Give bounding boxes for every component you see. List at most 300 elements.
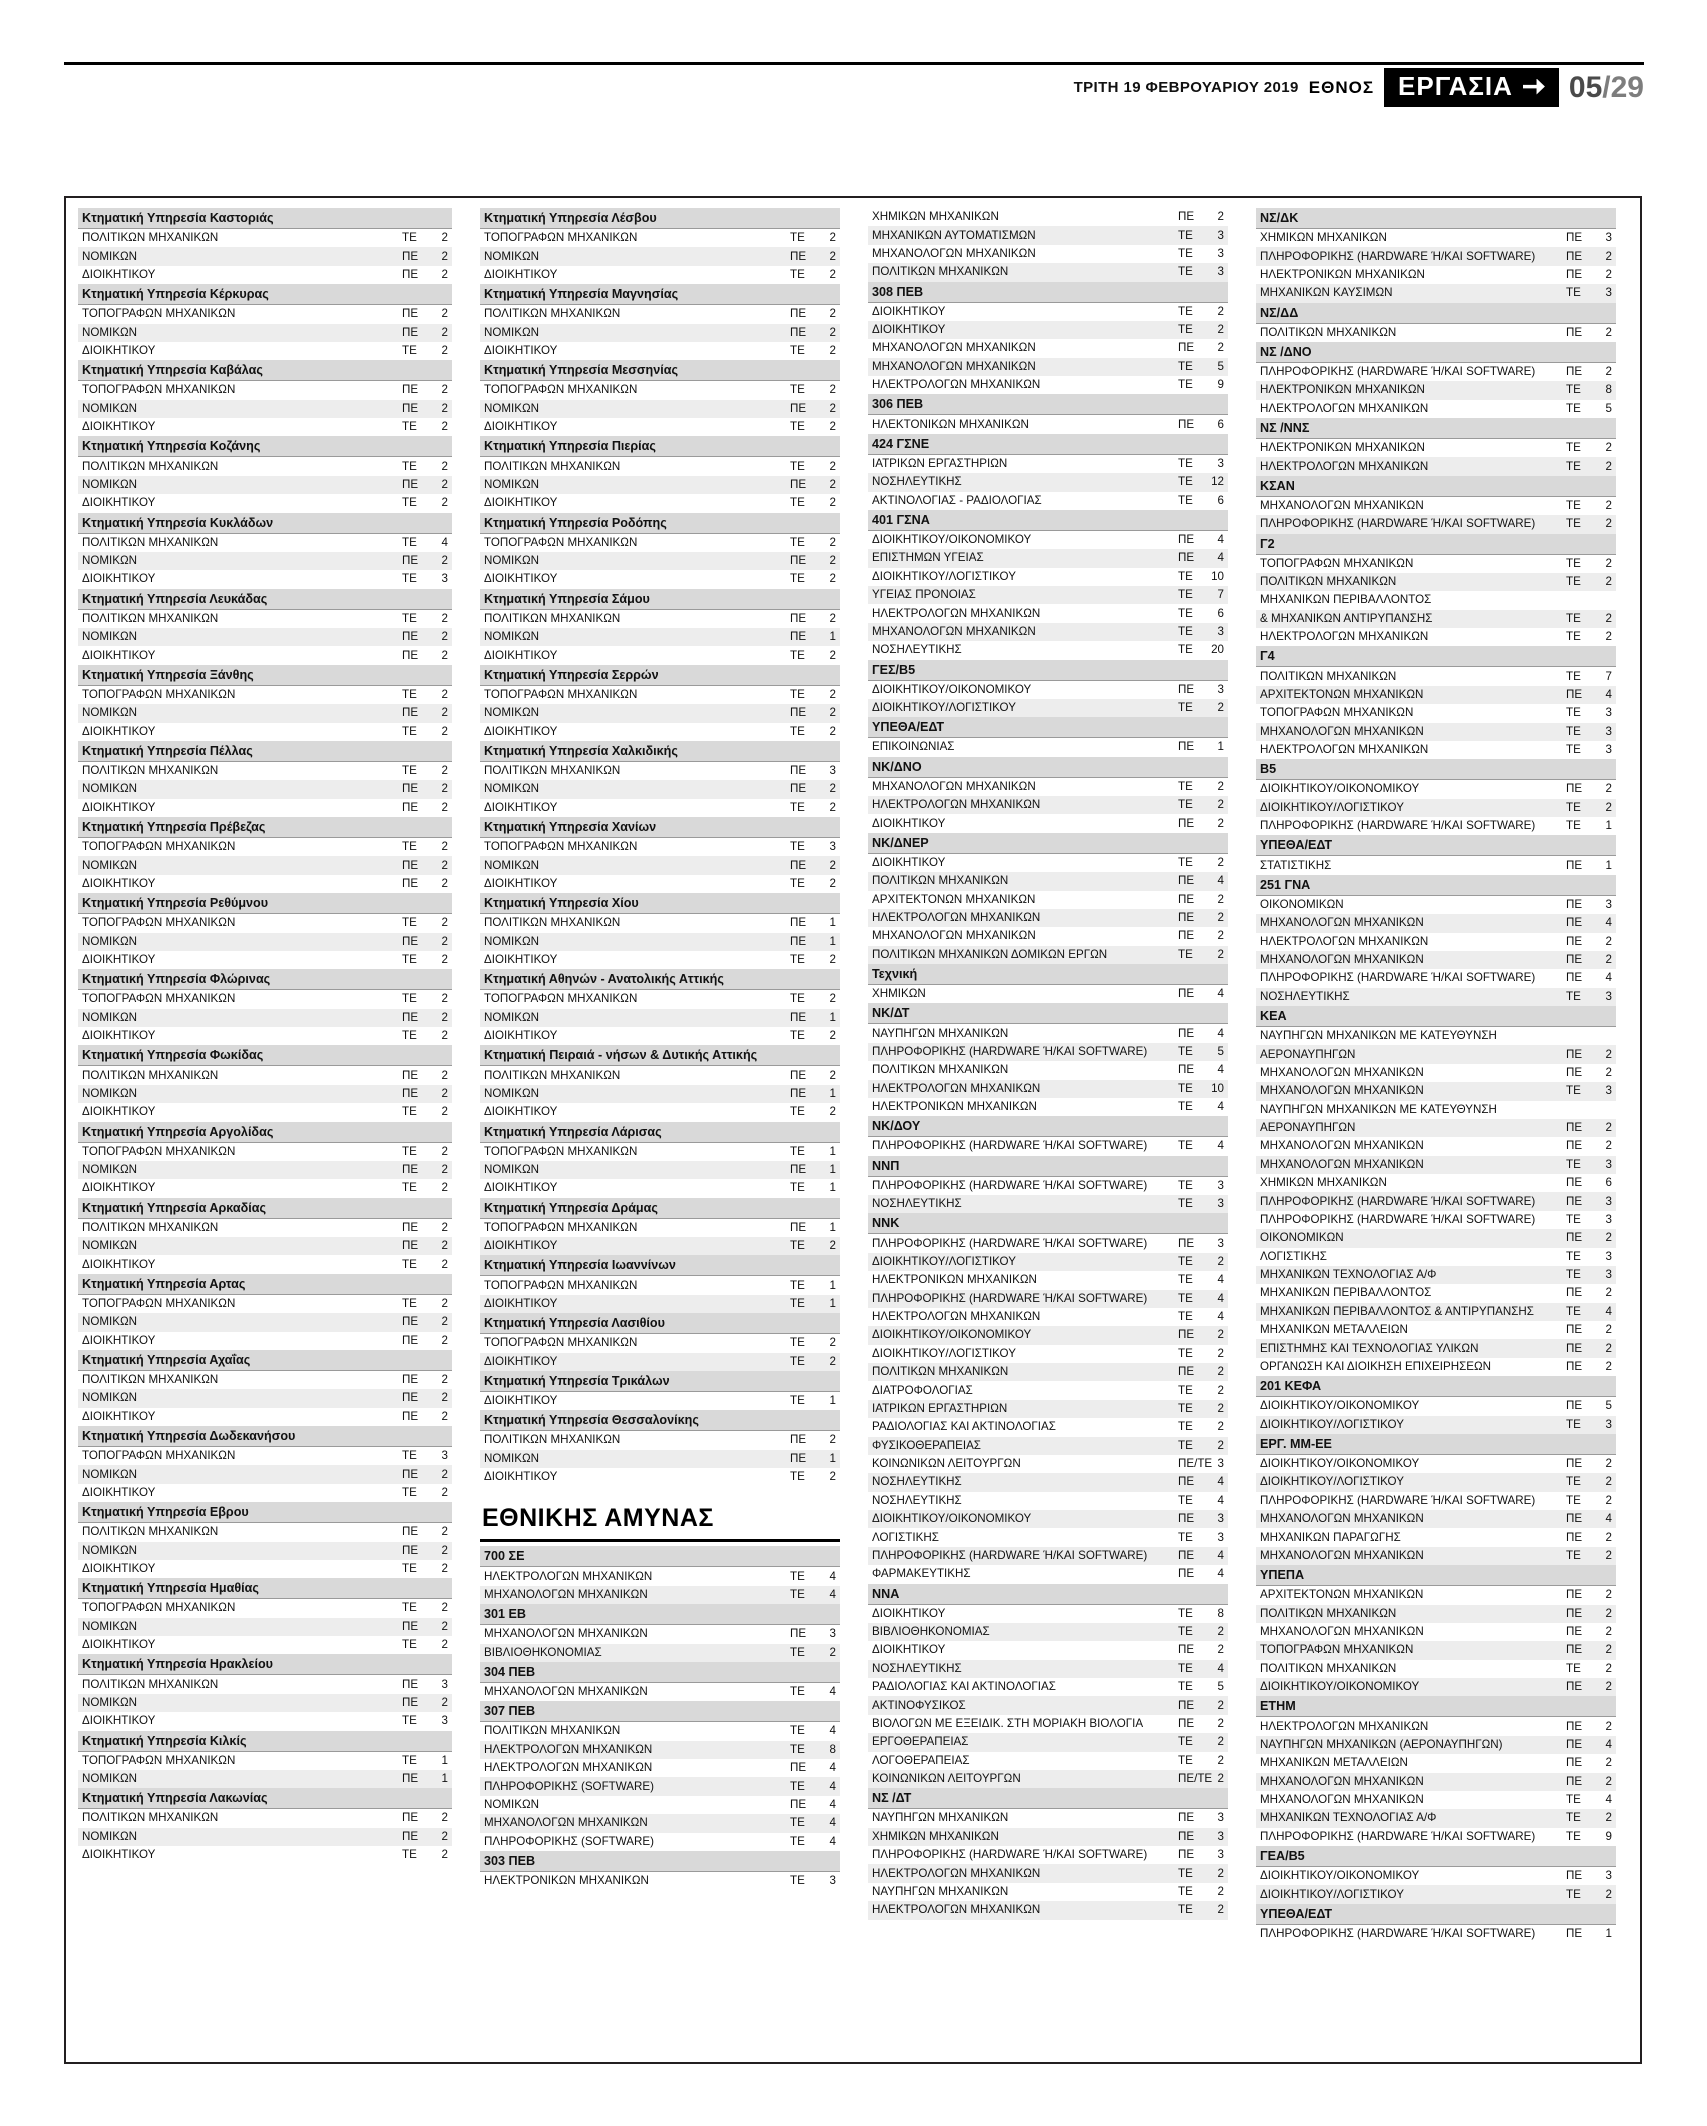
specialty-label: ΤΟΠΟΓΡΑΦΩΝ ΜΗΧΑΝΙΚΩΝ [82, 1144, 236, 1158]
listing-row [1256, 363, 1616, 381]
education-level: ΠΕ [1178, 1475, 1195, 1489]
listing-row [868, 1345, 1228, 1363]
education-level: ΤΕ [1566, 706, 1581, 720]
position-count: 1 [829, 1296, 836, 1310]
education-level: ΤΕ [1566, 556, 1581, 570]
education-level: ΤΕ [1178, 1044, 1193, 1058]
specialty-label: ΙΑΤΡΙΚΩΝ ΕΡΓΑΣΤΗΡΙΩΝ [872, 1401, 1008, 1415]
education-level: ΤΕ [790, 1816, 805, 1830]
education-level: ΠΕ [1566, 1359, 1583, 1373]
education-level: ΤΕ [1178, 624, 1193, 638]
listing-row [78, 1636, 452, 1654]
education-level: ΠΕ [402, 648, 419, 662]
education-level: ΤΕ [790, 1874, 805, 1888]
education-level: ΤΕ [1178, 228, 1193, 242]
specialty-label: ΤΟΠΟΓΡΑΦΩΝ ΜΗΧΑΝΙΚΩΝ [82, 383, 236, 397]
position-count: 2 [1605, 1606, 1612, 1620]
listing-row [78, 342, 452, 360]
specialty-label: ΔΙΟΙΚΗΤΙΚΟΥ [82, 1257, 156, 1271]
specialty-label: ΤΟΠΟΓΡΑΦΩΝ ΜΗΧΑΝΙΚΩΝ [484, 1336, 638, 1350]
position-count: 4 [1217, 1475, 1224, 1489]
position-count: 2 [441, 630, 448, 644]
position-count: 2 [1605, 441, 1612, 455]
education-level: ΤΕ [402, 840, 417, 854]
specialty-label: ΔΙΟΙΚΗΤΙΚΟΥ/ΛΟΓΙΣΤΙΚΟΥ [1260, 1475, 1404, 1489]
specialty-label: ΗΛΕΚΤΡΟΝΙΚΩΝ ΜΗΧΑΝΙΚΩΝ [1260, 383, 1425, 397]
listing-row [78, 476, 452, 494]
specialty-label: ΤΟΠΟΓΡΑΦΩΝ ΜΗΧΑΝΙΚΩΝ [484, 1144, 638, 1158]
specialty-label: ΠΛΗΡΟΦΟΡΙΚΗΣ (HARDWARE Ή/ΚΑΙ SOFTWARE) [1260, 1212, 1536, 1226]
education-level: ΤΕ [402, 1714, 417, 1728]
specialty-label: ΤΟΠΟΓΡΑΦΩΝ ΜΗΧΑΝΙΚΩΝ [1260, 556, 1414, 570]
education-level: ΠΕ [1178, 816, 1195, 830]
specialty-label: ΔΙΟΙΚΗΤΙΚΟΥ [484, 572, 558, 586]
listing-row [868, 1043, 1228, 1061]
specialty-label: ΠΟΛΙΤΙΚΩΝ ΜΗΧΑΝΙΚΩΝ ΔΟΜΙΚΩΝ ΕΡΓΩΝ [872, 947, 1108, 961]
education-level: ΤΕ [402, 1562, 417, 1576]
listing-row [868, 1326, 1228, 1344]
specialty-label: ΔΙΟΙΚΗΤΙΚΟΥ [82, 1409, 156, 1423]
specialty-label: ΔΙΟΙΚΗΤΙΚΟΥ [82, 1485, 156, 1499]
position-count: 2 [441, 1144, 448, 1158]
page-header [64, 62, 1644, 114]
group-heading: ΝΚ/ΔΝΕΡ [868, 833, 1228, 854]
position-count: 2 [1217, 911, 1224, 925]
education-level: ΤΕ [402, 496, 417, 510]
listing-row [480, 1450, 840, 1468]
position-count: 2 [1217, 1365, 1224, 1379]
education-level: ΠΕ [1566, 1737, 1583, 1751]
education-level: ΤΕ [402, 1296, 417, 1310]
group-heading: ΝΚ/ΔΤ [868, 1003, 1228, 1024]
position-count: 3 [829, 1627, 836, 1641]
specialty-label: ΔΙΟΙΚΗΤΙΚΟΥ [82, 1714, 156, 1728]
listing-row [1256, 1510, 1616, 1528]
education-level: ΤΕ [1178, 1420, 1193, 1434]
listing-row [78, 247, 452, 265]
specialty-label: ΝΟΣΗΛΕΥΤΙΚΗΣ [872, 1493, 962, 1507]
group-heading: Κτηματική Υπηρεσία Σάμου [480, 589, 840, 610]
listing-row [480, 305, 840, 323]
education-level: ΠΕ [1566, 1530, 1583, 1544]
listing-row [78, 1408, 452, 1426]
listing-row [78, 628, 452, 646]
education-level: ΠΕ [1178, 417, 1195, 431]
education-level: ΠΕ [1566, 782, 1583, 796]
specialty-label: ΝΟΜΙΚΩΝ [484, 782, 540, 796]
specialty-label: & ΜΗΧΑΝΙΚΩΝ ΑΝΤΙΡΥΠΑΝΣΗΣ [1260, 611, 1433, 625]
education-level: ΤΕ [1566, 743, 1581, 757]
specialty-label: ΠΛΗΡΟΦΟΡΙΚΗΣ (HARDWARE Ή/ΚΑΙ SOFTWARE) [1260, 1194, 1536, 1208]
position-count: 2 [441, 1315, 448, 1329]
listing-row [868, 909, 1228, 927]
listing-columns [78, 208, 1630, 1943]
education-level: ΤΕ [1178, 1310, 1193, 1324]
listing-row [480, 1644, 840, 1662]
specialty-label: ΔΙΟΙΚΗΤΙΚΟΥ [82, 876, 156, 890]
specialty-label: ΔΙΟΙΚΗΤΙΚΟΥ [484, 1470, 558, 1484]
listing-row [1256, 686, 1616, 704]
education-level: ΠΕ [1566, 971, 1583, 985]
listing-row [480, 494, 840, 512]
listing-row [1256, 1605, 1616, 1623]
group-heading: ΕΡΓ. ΜΜ-ΕΕ [1256, 1434, 1616, 1455]
listing-row [1256, 1027, 1616, 1045]
group-heading: Κτηματική Υπηρεσία Ξάνθης [78, 665, 452, 686]
specialty-label: ΜΗΧΑΝΟΛΟΓΩΝ ΜΗΧΑΝΙΚΩΝ [1260, 724, 1424, 738]
education-level: ΠΕ [790, 630, 807, 644]
education-level: ΤΕ [1178, 701, 1193, 715]
position-count: 2 [1605, 556, 1612, 570]
position-count: 2 [1217, 1903, 1224, 1917]
position-count: 2 [1217, 929, 1224, 943]
group-heading: Κτηματική Υπηρεσία Ροδόπης [480, 513, 840, 534]
education-level: ΤΕ [402, 953, 417, 967]
education-level: ΤΕ [402, 1638, 417, 1652]
specialty-label: ΠΛΗΡΟΦΟΡΙΚΗΣ (HARDWARE Ή/ΚΑΙ SOFTWARE) [872, 1139, 1148, 1153]
education-level: ΠΕ [1566, 1047, 1583, 1061]
position-count: 1 [829, 934, 836, 948]
education-level: ΠΕ [1566, 231, 1583, 245]
listing-row [480, 1814, 840, 1832]
listing-row [868, 1290, 1228, 1308]
specialty-label: ΝΟΜΙΚΩΝ [484, 477, 540, 491]
position-count: 2 [1605, 1323, 1612, 1337]
specialty-label: ΑΚΤΙΝΟΛΟΓΙΑΣ - ΡΑΔΙΟΛΟΓΙΑΣ [872, 493, 1042, 507]
education-level: ΠΕ [1178, 1063, 1195, 1077]
specialty-label: ΗΛΕΚΤΡΟΝΙΚΩΝ ΜΗΧΑΝΙΚΩΝ [872, 1100, 1037, 1114]
specialty-label: ΝΑΥΠΗΓΩΝ ΜΗΧΑΝΙΚΩΝ [872, 1884, 1009, 1898]
education-level: ΠΕ [1566, 1139, 1583, 1153]
specialty-label: ΔΙΟΙΚΗΤΙΚΟΥ [484, 496, 558, 510]
education-level: ΠΕ [1178, 874, 1195, 888]
specialty-label: ΔΙΟΙΚΗΤΙΚΟΥ/ΛΟΓΙΣΤΙΚΟΥ [1260, 1887, 1404, 1901]
listing-row [868, 1846, 1228, 1864]
specialty-label: ΧΗΜΙΚΩΝ ΜΗΧΑΝΙΚΩΝ [1260, 1176, 1387, 1190]
education-level: ΤΕ [790, 383, 805, 397]
position-count: 2 [1217, 1438, 1224, 1452]
listing-row [868, 1864, 1228, 1882]
specialty-label: ΝΟΜΙΚΩΝ [484, 630, 540, 644]
position-count: 4 [1217, 1063, 1224, 1077]
education-level: ΤΕ [1566, 1212, 1581, 1226]
specialty-label: ΜΗΧΑΝΙΚΩΝ ΤΕΧΝΟΛΟΓΙΑΣ Α/Φ [1260, 1811, 1437, 1825]
position-count: 2 [1217, 1753, 1224, 1767]
position-count: 4 [1605, 1304, 1612, 1318]
specialty-label: ΔΙΟΙΚΗΤΙΚΟΥ [82, 496, 156, 510]
education-level: ΤΕ [1178, 606, 1193, 620]
position-count: 1 [829, 1220, 836, 1234]
position-count: 2 [1605, 934, 1612, 948]
listing-row [1256, 591, 1616, 609]
position-count: 3 [441, 1714, 448, 1728]
position-count: 2 [441, 249, 448, 263]
position-count: 4 [829, 1816, 836, 1830]
listing-row [1256, 1773, 1616, 1791]
position-count: 2 [1217, 798, 1224, 812]
position-count: 5 [1217, 359, 1224, 373]
specialty-label: ΔΙΟΙΚΗΤΙΚΟΥ/ΟΙΚΟΝΟΜΙΚΟΥ [1260, 1869, 1420, 1883]
specialty-label: ΚΟΙΝΩΝΙΚΩΝ ΛΕΙΤΟΥΡΓΩΝ [872, 1772, 1021, 1786]
listing-row [1256, 1660, 1616, 1678]
position-count: 2 [441, 1105, 448, 1119]
specialty-label: ΣΤΑΤΙΣΤΙΚΗΣ [1260, 858, 1332, 872]
position-count: 2 [1605, 249, 1612, 263]
specialty-label: ΠΟΛΙΤΙΚΩΝ ΜΗΧΑΝΙΚΩΝ [82, 764, 219, 778]
education-level: ΠΕ [402, 1163, 419, 1177]
position-count: 2 [1217, 701, 1224, 715]
specialty-label: ΗΛΕΚΤΡΟΛΟΓΩΝ ΜΗΧΑΝΙΚΩΝ [484, 1742, 653, 1756]
education-level: ΤΕ [1566, 1249, 1581, 1263]
education-level: ΤΕ [1566, 1268, 1581, 1282]
listing-row [78, 838, 452, 856]
education-level: ΤΕ [402, 1601, 417, 1615]
listing-row [78, 1846, 452, 1864]
specialty-label: ΔΙΟΙΚΗΤΙΚΟΥ [484, 1105, 558, 1119]
position-count: 2 [1605, 1548, 1612, 1562]
listing-row [1256, 1284, 1616, 1302]
position-count: 2 [441, 1333, 448, 1347]
listing-row [868, 1641, 1228, 1659]
education-level: ΤΕ [790, 1354, 805, 1368]
specialty-label: ΟΙΚΟΝΟΜΙΚΩΝ [1260, 1231, 1344, 1245]
listing-row [868, 1308, 1228, 1326]
position-count: 4 [1217, 533, 1224, 547]
position-count: 4 [829, 1797, 836, 1811]
position-count: 2 [1217, 304, 1224, 318]
specialty-label: ΝΟΣΗΛΕΥΤΙΚΗΣ [872, 1197, 962, 1211]
specialty-label: ΤΟΠΟΓΡΑΦΩΝ ΜΗΧΑΝΙΚΩΝ [82, 1449, 236, 1463]
listing-row [78, 799, 452, 817]
specialty-label: ΠΟΛΙΤΙΚΩΝ ΜΗΧΑΝΙΚΩΝ [484, 1433, 621, 1447]
listing-row [78, 1752, 452, 1770]
group-heading: Κτηματική Υπηρεσία Χαλκιδικής [480, 741, 840, 762]
education-level: ΠΕ [1566, 1065, 1583, 1079]
position-count: 2 [829, 554, 836, 568]
listing-row [1256, 1358, 1616, 1376]
listing-row [1256, 1473, 1616, 1491]
specialty-label: ΠΟΛΙΤΙΚΩΝ ΜΗΧΑΝΙΚΩΝ [82, 1220, 219, 1234]
group-heading: ΝΣ /ΝΝΣ [1256, 418, 1616, 439]
listing-row [1256, 1119, 1616, 1137]
listing-row [868, 699, 1228, 717]
specialty-label: ΗΛΕΚΤΡΟΛΟΓΩΝ ΜΗΧΑΝΙΚΩΝ [872, 606, 1041, 620]
position-count: 2 [441, 1163, 448, 1177]
position-count: 4 [1605, 1737, 1612, 1751]
position-count: 2 [1217, 1328, 1224, 1342]
education-level: ΠΕ [402, 1772, 419, 1786]
specialty-label: ΔΙΟΙΚΗΤΙΚΟΥ [82, 344, 156, 358]
education-level: ΠΕ [790, 611, 807, 625]
listing-row [1256, 1867, 1616, 1885]
specialty-label: ΝΟΣΗΛΕΥΤΙΚΗΣ [872, 475, 962, 489]
education-level: ΠΕ [402, 1467, 419, 1481]
specialty-label: ΕΠΙΣΤΗΜΗΣ ΚΑΙ ΤΕΧΝΟΛΟΓΙΑΣ ΥΛΙΚΩΝ [1260, 1341, 1479, 1355]
listing-row [78, 1009, 452, 1027]
listing-row [868, 339, 1228, 357]
position-count: 2 [1217, 1716, 1224, 1730]
specialty-label: ΔΙΟΙΚΗΤΙΚΟΥ [82, 1848, 156, 1862]
education-level: ΠΕ [1178, 740, 1195, 754]
listing-row [1256, 266, 1616, 284]
listing-row [868, 1418, 1228, 1436]
group-heading: ΥΠΕΘΑ/ΕΔΤ [868, 717, 1228, 738]
education-level: ΠΕ [790, 1627, 807, 1641]
listing-row [480, 990, 840, 1008]
listing-row [868, 1883, 1228, 1901]
specialty-label: ΜΗΧΑΝΟΛΟΓΩΝ ΜΗΧΑΝΙΚΩΝ [872, 624, 1036, 638]
education-level: ΠΕ [790, 325, 807, 339]
position-count: 3 [1217, 456, 1224, 470]
listing-row [868, 1271, 1228, 1289]
specialty-label: ΝΟΜΙΚΩΝ [484, 706, 540, 720]
specialty-label: ΛΟΓΙΣΤΙΚΗΣ [872, 1530, 939, 1544]
group-heading: Κτηματική Υπηρεσία Πιερίας [480, 436, 840, 457]
listing-row [78, 1085, 452, 1103]
listing-row [1256, 1492, 1616, 1510]
listing-row [78, 1712, 452, 1730]
position-count: 2 [441, 1811, 448, 1825]
position-count: 3 [1217, 246, 1224, 260]
specialty-label: ΔΙΟΙΚΗΤΙΚΟΥ/ΛΟΓΙΣΤΙΚΟΥ [1260, 800, 1404, 814]
specialty-label: ΠΛΗΡΟΦΟΡΙΚΗΣ (HARDWARE Ή/ΚΑΙ SOFTWARE) [1260, 1926, 1536, 1940]
listing-row [480, 762, 840, 780]
position-count: 1 [829, 1163, 836, 1177]
education-level: ΠΕ [790, 249, 807, 263]
listing-row [1256, 324, 1616, 342]
position-count: 3 [1605, 1194, 1612, 1208]
education-level: ΠΕ [402, 307, 419, 321]
education-level: ΤΕ [1178, 588, 1193, 602]
specialty-label: ΕΠΙΣΤΗΜΩΝ ΥΓΕΙΑΣ [872, 551, 984, 565]
specialty-label: ΠΟΛΙΤΙΚΩΝ ΜΗΧΑΝΙΚΩΝ [484, 1068, 621, 1082]
position-count: 2 [1605, 498, 1612, 512]
specialty-label: ΔΙΟΙΚΗΤΙΚΟΥ/ΟΙΚΟΝΟΜΙΚΟΥ [1260, 1680, 1420, 1694]
listing-row [868, 927, 1228, 945]
specialty-label: ΔΙΟΙΚΗΤΙΚΟΥ [82, 724, 156, 738]
education-level: ΤΕ [1178, 1884, 1193, 1898]
specialty-label: ΠΟΛΙΤΙΚΩΝ ΜΗΧΑΝΙΚΩΝ [1260, 325, 1397, 339]
position-count: 2 [441, 648, 448, 662]
position-count: 4 [1217, 1493, 1224, 1507]
education-level: ΠΕ/ΤΕ [1178, 1772, 1213, 1786]
position-count: 2 [829, 1433, 836, 1447]
position-count: 3 [1217, 1512, 1224, 1526]
group-heading: ΓΕΣ/Β5 [868, 660, 1228, 681]
group-heading: Κτηματική Υπηρεσία Φλώρινας [78, 969, 452, 990]
education-level: ΠΕ [1178, 682, 1195, 696]
position-count: 2 [441, 916, 448, 930]
listing-row [78, 610, 452, 628]
education-level: ΠΕ [1566, 1625, 1583, 1639]
listing-row [1256, 573, 1616, 591]
education-level: ΤΕ [1178, 304, 1193, 318]
specialty-label: ΜΗΧΑΝΟΛΟΓΩΝ ΜΗΧΑΝΙΚΩΝ [1260, 1548, 1424, 1562]
specialty-label: ΝΟΜΙΚΩΝ [82, 1010, 138, 1024]
position-count: 2 [829, 1470, 836, 1484]
listing-row [78, 1618, 452, 1636]
listing-row [868, 1565, 1228, 1583]
education-level: ΤΕ [790, 1587, 805, 1601]
group-heading: Κτηματική Υπηρεσία Ηρακλείου [78, 1654, 452, 1675]
listing-row [1256, 1082, 1616, 1100]
education-level: ΤΕ [1178, 1661, 1193, 1675]
listing-row [868, 1455, 1228, 1473]
position-count: 2 [829, 724, 836, 738]
education-level: ΤΕ [790, 572, 805, 586]
position-count: 2 [1605, 953, 1612, 967]
education-level: ΠΕ [1566, 1512, 1583, 1526]
education-level: ΠΕ [1566, 916, 1583, 930]
position-count: 4 [441, 535, 448, 549]
education-level: ΤΕ [1178, 456, 1193, 470]
position-count: 2 [1605, 575, 1612, 589]
page-current: 05 [1568, 70, 1603, 104]
position-count: 4 [1217, 551, 1224, 565]
listing-row [480, 780, 840, 798]
position-count: 2 [1605, 1493, 1612, 1507]
education-level: ΠΕ [402, 1677, 419, 1691]
specialty-label: ΝΟΜΙΚΩΝ [484, 401, 540, 415]
position-count: 2 [829, 307, 836, 321]
position-count: 2 [441, 1010, 448, 1024]
specialty-label: ΠΟΛΙΤΙΚΩΝ ΜΗΧΑΝΙΚΩΝ [82, 459, 219, 473]
listing-row [480, 552, 840, 570]
listing-row [1256, 704, 1616, 722]
listing-row [480, 646, 840, 664]
position-count: 2 [1605, 782, 1612, 796]
specialty-label: ΔΙΟΙΚΗΤΙΚΟΥ [484, 420, 558, 434]
group-heading: ΥΠΕΘΑ/ΕΔΤ [1256, 835, 1616, 856]
education-level: ΠΕ [402, 1695, 419, 1709]
specialty-label: ΝΟΜΙΚΩΝ [484, 325, 540, 339]
specialty-label: ΔΙΟΙΚΗΤΙΚΟΥ [484, 876, 558, 890]
page-separator: / [1602, 70, 1611, 104]
page-total: 29 [1610, 70, 1644, 104]
group-heading: Κτηματική Υπηρεσία Ρεθύμνου [78, 893, 452, 914]
education-level: ΤΕ [790, 1834, 805, 1848]
position-count: 2 [441, 687, 448, 701]
specialty-label: ΗΛΕΚΤΡΟΛΟΓΩΝ ΜΗΧΑΝΙΚΩΝ [1260, 459, 1429, 473]
position-count: 2 [829, 1105, 836, 1119]
education-level: ΤΕ [1178, 1903, 1193, 1917]
specialty-label: ΠΟΛΙΤΙΚΩΝ ΜΗΧΑΝΙΚΩΝ [1260, 1661, 1397, 1675]
listing-row [868, 1828, 1228, 1846]
education-level: ΠΕ [402, 383, 419, 397]
listing-row [1256, 817, 1616, 835]
position-count: 2 [441, 724, 448, 738]
listing-row [480, 1143, 840, 1161]
group-heading: Κτηματική Υπηρεσία Μεσσηνίας [480, 360, 840, 381]
position-count: 4 [1217, 1026, 1224, 1040]
position-count: 3 [1217, 228, 1224, 242]
specialty-label: ΝΑΥΠΗΓΩΝ ΜΗΧΑΝΙΚΩΝ [872, 1811, 1009, 1825]
position-count: 20 [1211, 643, 1224, 657]
position-count: 4 [829, 1724, 836, 1738]
listing-row [480, 1586, 840, 1604]
education-level: ΤΕ [1178, 475, 1193, 489]
listing-row [480, 1276, 840, 1294]
education-level: ΠΕ [1566, 1323, 1583, 1337]
listing-row [868, 1623, 1228, 1641]
listing-row [868, 1137, 1228, 1155]
position-count: 2 [829, 706, 836, 720]
specialty-label: ΠΟΛΙΤΙΚΩΝ ΜΗΧΑΝΙΚΩΝ [82, 535, 219, 549]
section-badge [1384, 68, 1559, 107]
education-level: ΤΕ [1566, 575, 1581, 589]
listing-row [1256, 1192, 1616, 1210]
listing-row [1256, 400, 1616, 418]
